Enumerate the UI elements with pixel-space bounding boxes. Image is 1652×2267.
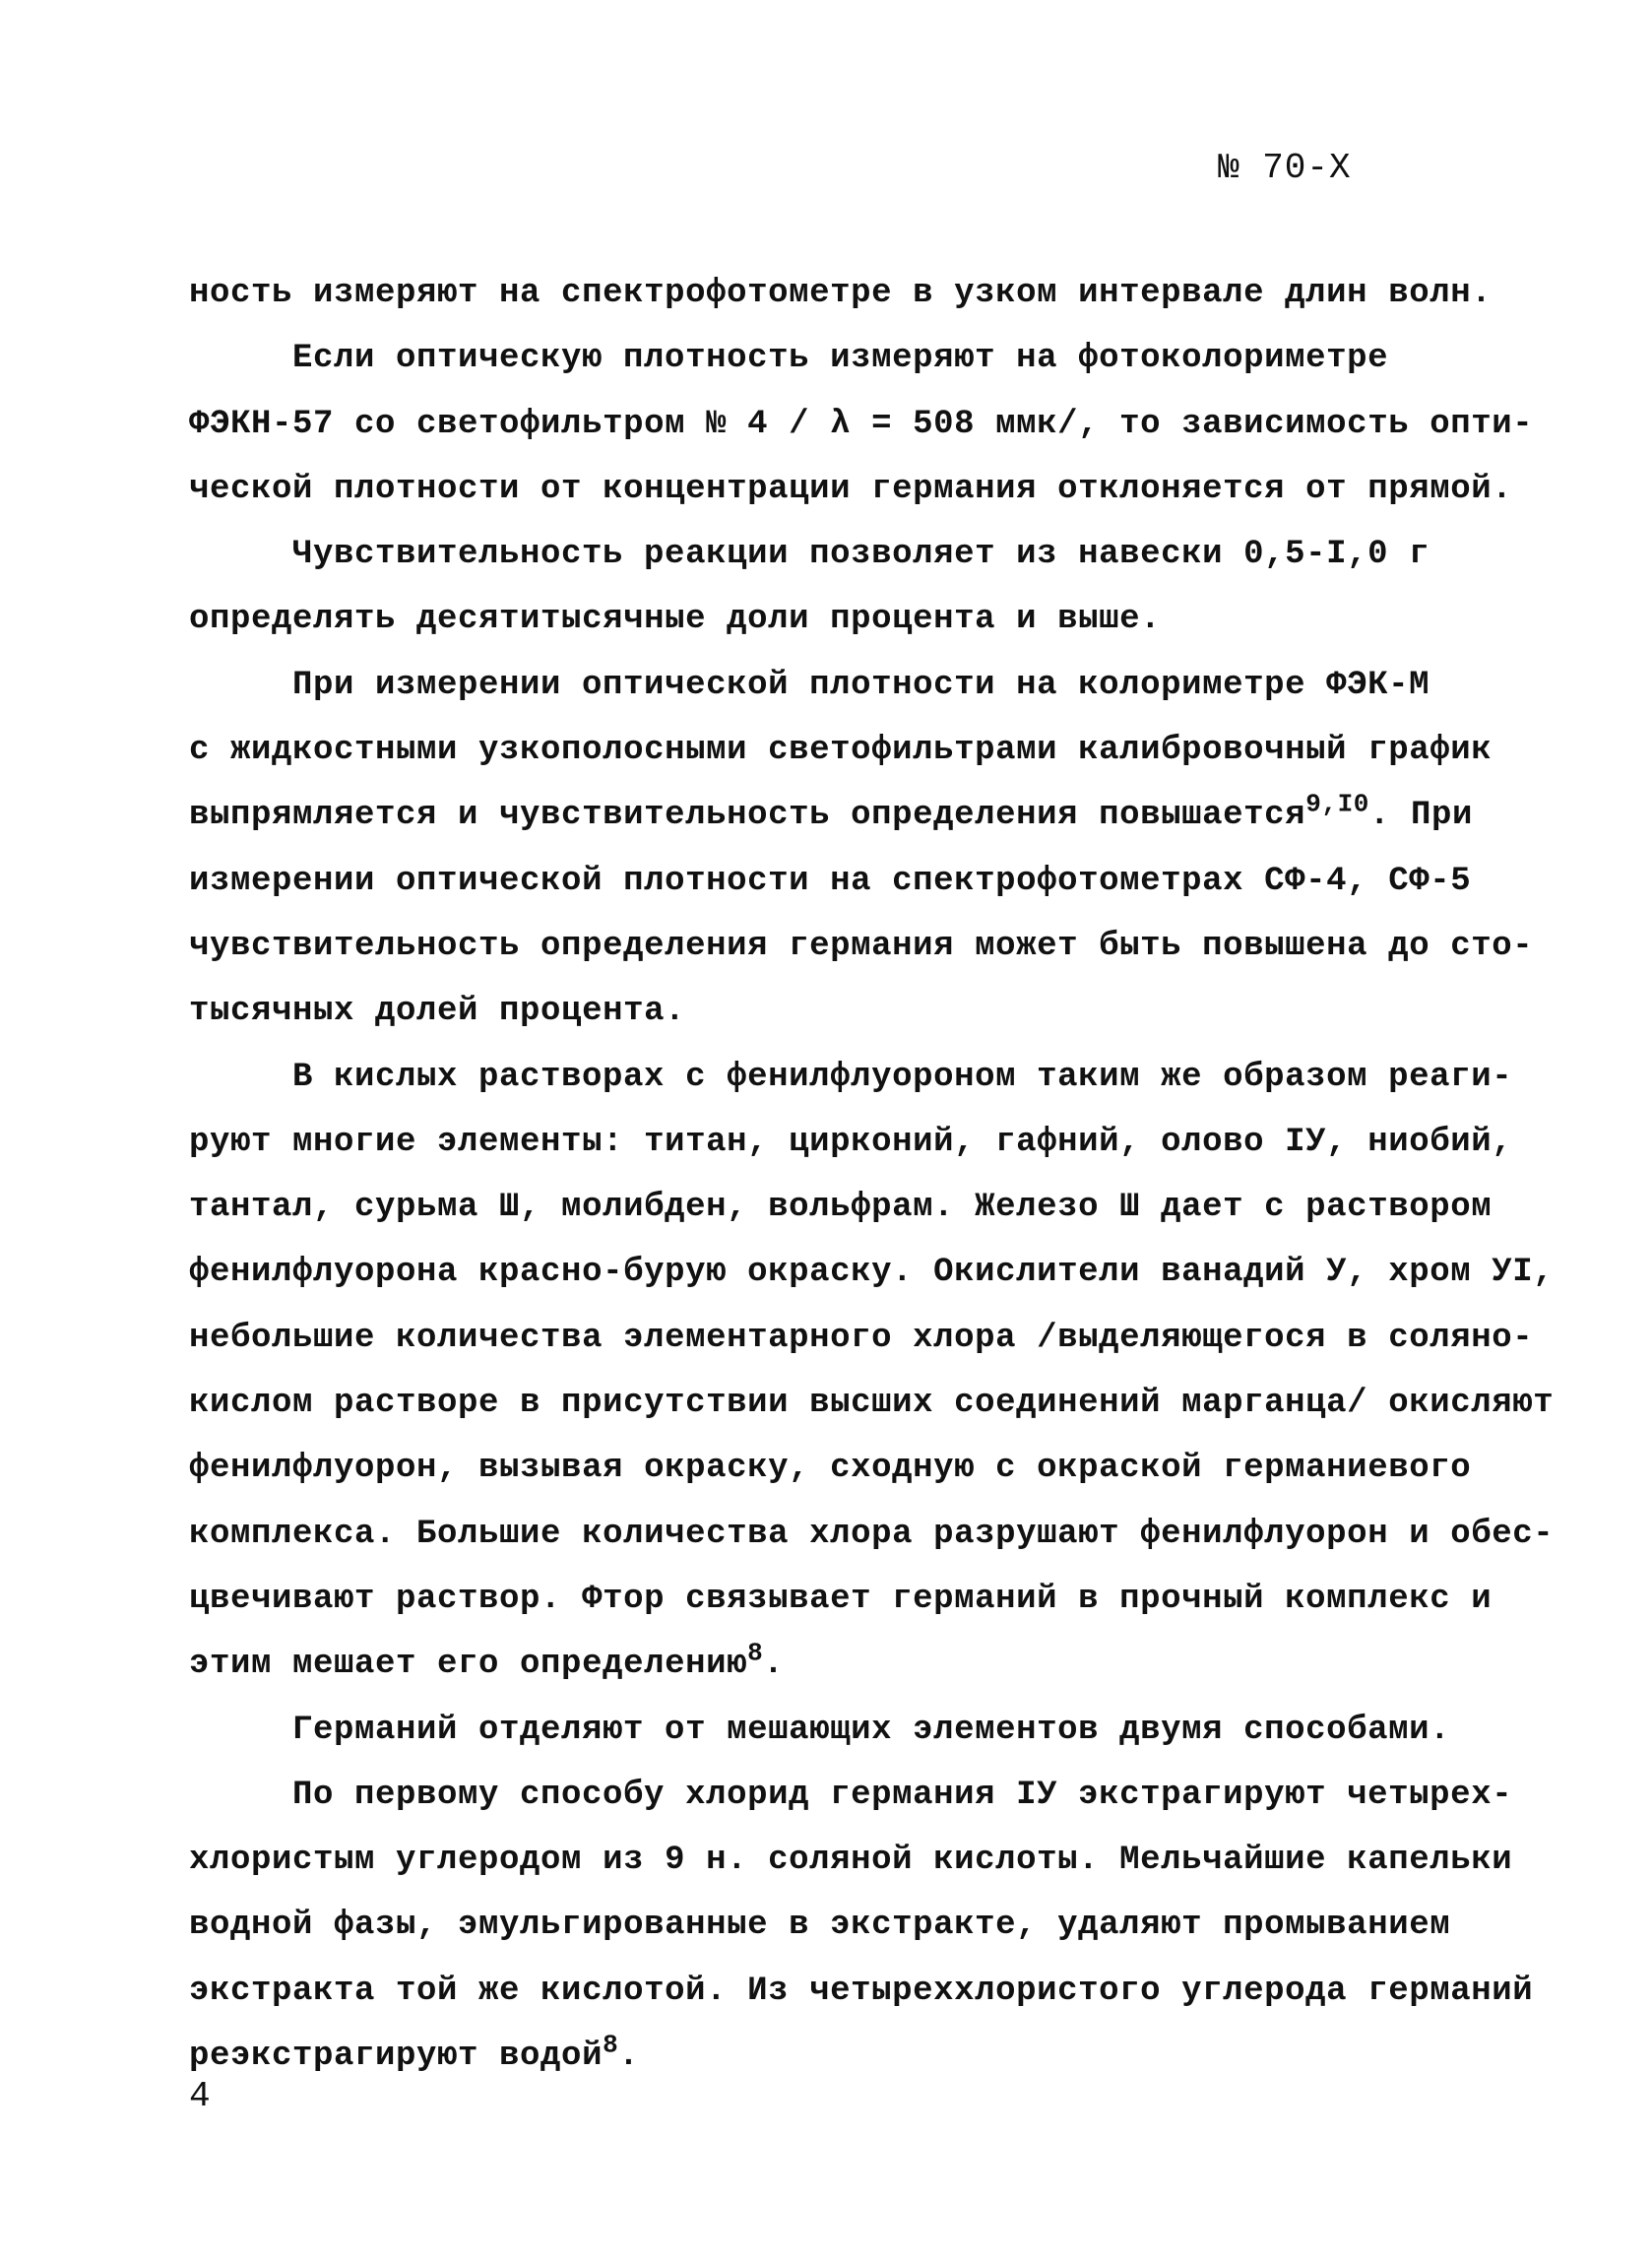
text-line: фенилфлуорона красно-бурую окраску. Окислители ванадий У, хром УI, bbox=[189, 1254, 1555, 1292]
text-segment: этим мешает его определению bbox=[189, 1646, 748, 1684]
text-line: Германий отделяют от мешающих элементов двумя способами. bbox=[292, 1711, 1451, 1749]
text-segment: . bbox=[618, 2038, 640, 2076]
text-segment: реэкстрагируют водой bbox=[189, 2038, 604, 2076]
text-line: Чувствительность реакции позволяет из навески 0,5-I,0 г bbox=[292, 536, 1430, 574]
text-line-with-reference bbox=[189, 2024, 1508, 2089]
text-line: цвечивают раствор. Фтор связывает германий в прочный комплекс и bbox=[189, 1580, 1493, 1618]
text-line: По первому способу хлорид германия IУ экстрагируют четырех- bbox=[292, 1776, 1513, 1814]
text-line: чувствительность определения германия может быть повышена до сто- bbox=[189, 927, 1534, 965]
text-line: тысячных долей процента. bbox=[189, 993, 686, 1031]
text-line: с жидкостными узкополосными светофильтрами калибровочный график bbox=[189, 732, 1493, 770]
text-line: фенилфлуорон, вызывая окраску, сходную с окраской германиевого bbox=[189, 1450, 1472, 1488]
document-number: № 70-Х bbox=[1218, 148, 1352, 188]
text-segment: . При bbox=[1369, 797, 1474, 835]
text-line: При измерении оптической плотности на колориметре ФЭК-М bbox=[292, 666, 1430, 704]
text-line: небольшие количества элементарного хлора /выделяющегося в солянo- bbox=[189, 1319, 1534, 1357]
reference-superscript: 8 bbox=[603, 2030, 619, 2060]
text-line: измерении оптической плотности на спектрофотометрах СФ-4, СФ-5 bbox=[189, 862, 1472, 900]
text-line: комплекса. Большие количества хлора разрушают фенилфлуорон и обес- bbox=[189, 1515, 1555, 1553]
text-line: ческой плотности от концентрации германия отклоняется от прямой. bbox=[189, 470, 1513, 508]
text-line: руют многие элементы: титан, цирконий, гафний, олово IУ, ниобий, bbox=[189, 1123, 1513, 1161]
text-line: тантал, сурьма Ш, молибден, вольфрам. Железо Ш дает с раствором bbox=[189, 1189, 1493, 1227]
text-line-with-reference bbox=[189, 783, 1508, 848]
text-line: хлористым углеродом из 9 н. соляной кислоты. Мельчайшие капельки bbox=[189, 1842, 1513, 1880]
text-line: Если оптическую плотность измеряют на фотоколориметре bbox=[292, 340, 1389, 378]
reference-superscript: 8 bbox=[747, 1638, 764, 1668]
text-line: ФЭКН-57 со светофильтром № 4 / λ = 508 ммк/, то зависимость опти- bbox=[189, 405, 1534, 443]
text-line-with-reference bbox=[189, 1632, 1508, 1697]
text-line: ность измеряют на спектрофотометре в узком интервале длин волн. bbox=[189, 275, 1493, 312]
reference-superscript: 9,I0 bbox=[1305, 790, 1369, 820]
text-segment: . bbox=[763, 1646, 785, 1684]
text-line: кислом растворе в присутствии высших соединений марганца/ окисляют bbox=[189, 1385, 1555, 1423]
text-line: определять десятитысячные доли процента и выше. bbox=[189, 601, 1162, 639]
text-segment: выпрямляется и чувствительность определения повышается bbox=[189, 797, 1306, 835]
body-text bbox=[189, 261, 1555, 2089]
page-number: 4 bbox=[189, 2076, 211, 2116]
text-line: экстракта той же кислотой. Из четыреххлористого углерода германий bbox=[189, 1972, 1534, 2010]
text-line: В кислых растворах с фенилфлуороном таким же образом реаги- bbox=[292, 1058, 1513, 1096]
text-line: водной фазы, эмульгированные в экстракте, удаляют промыванием bbox=[189, 1907, 1451, 1945]
